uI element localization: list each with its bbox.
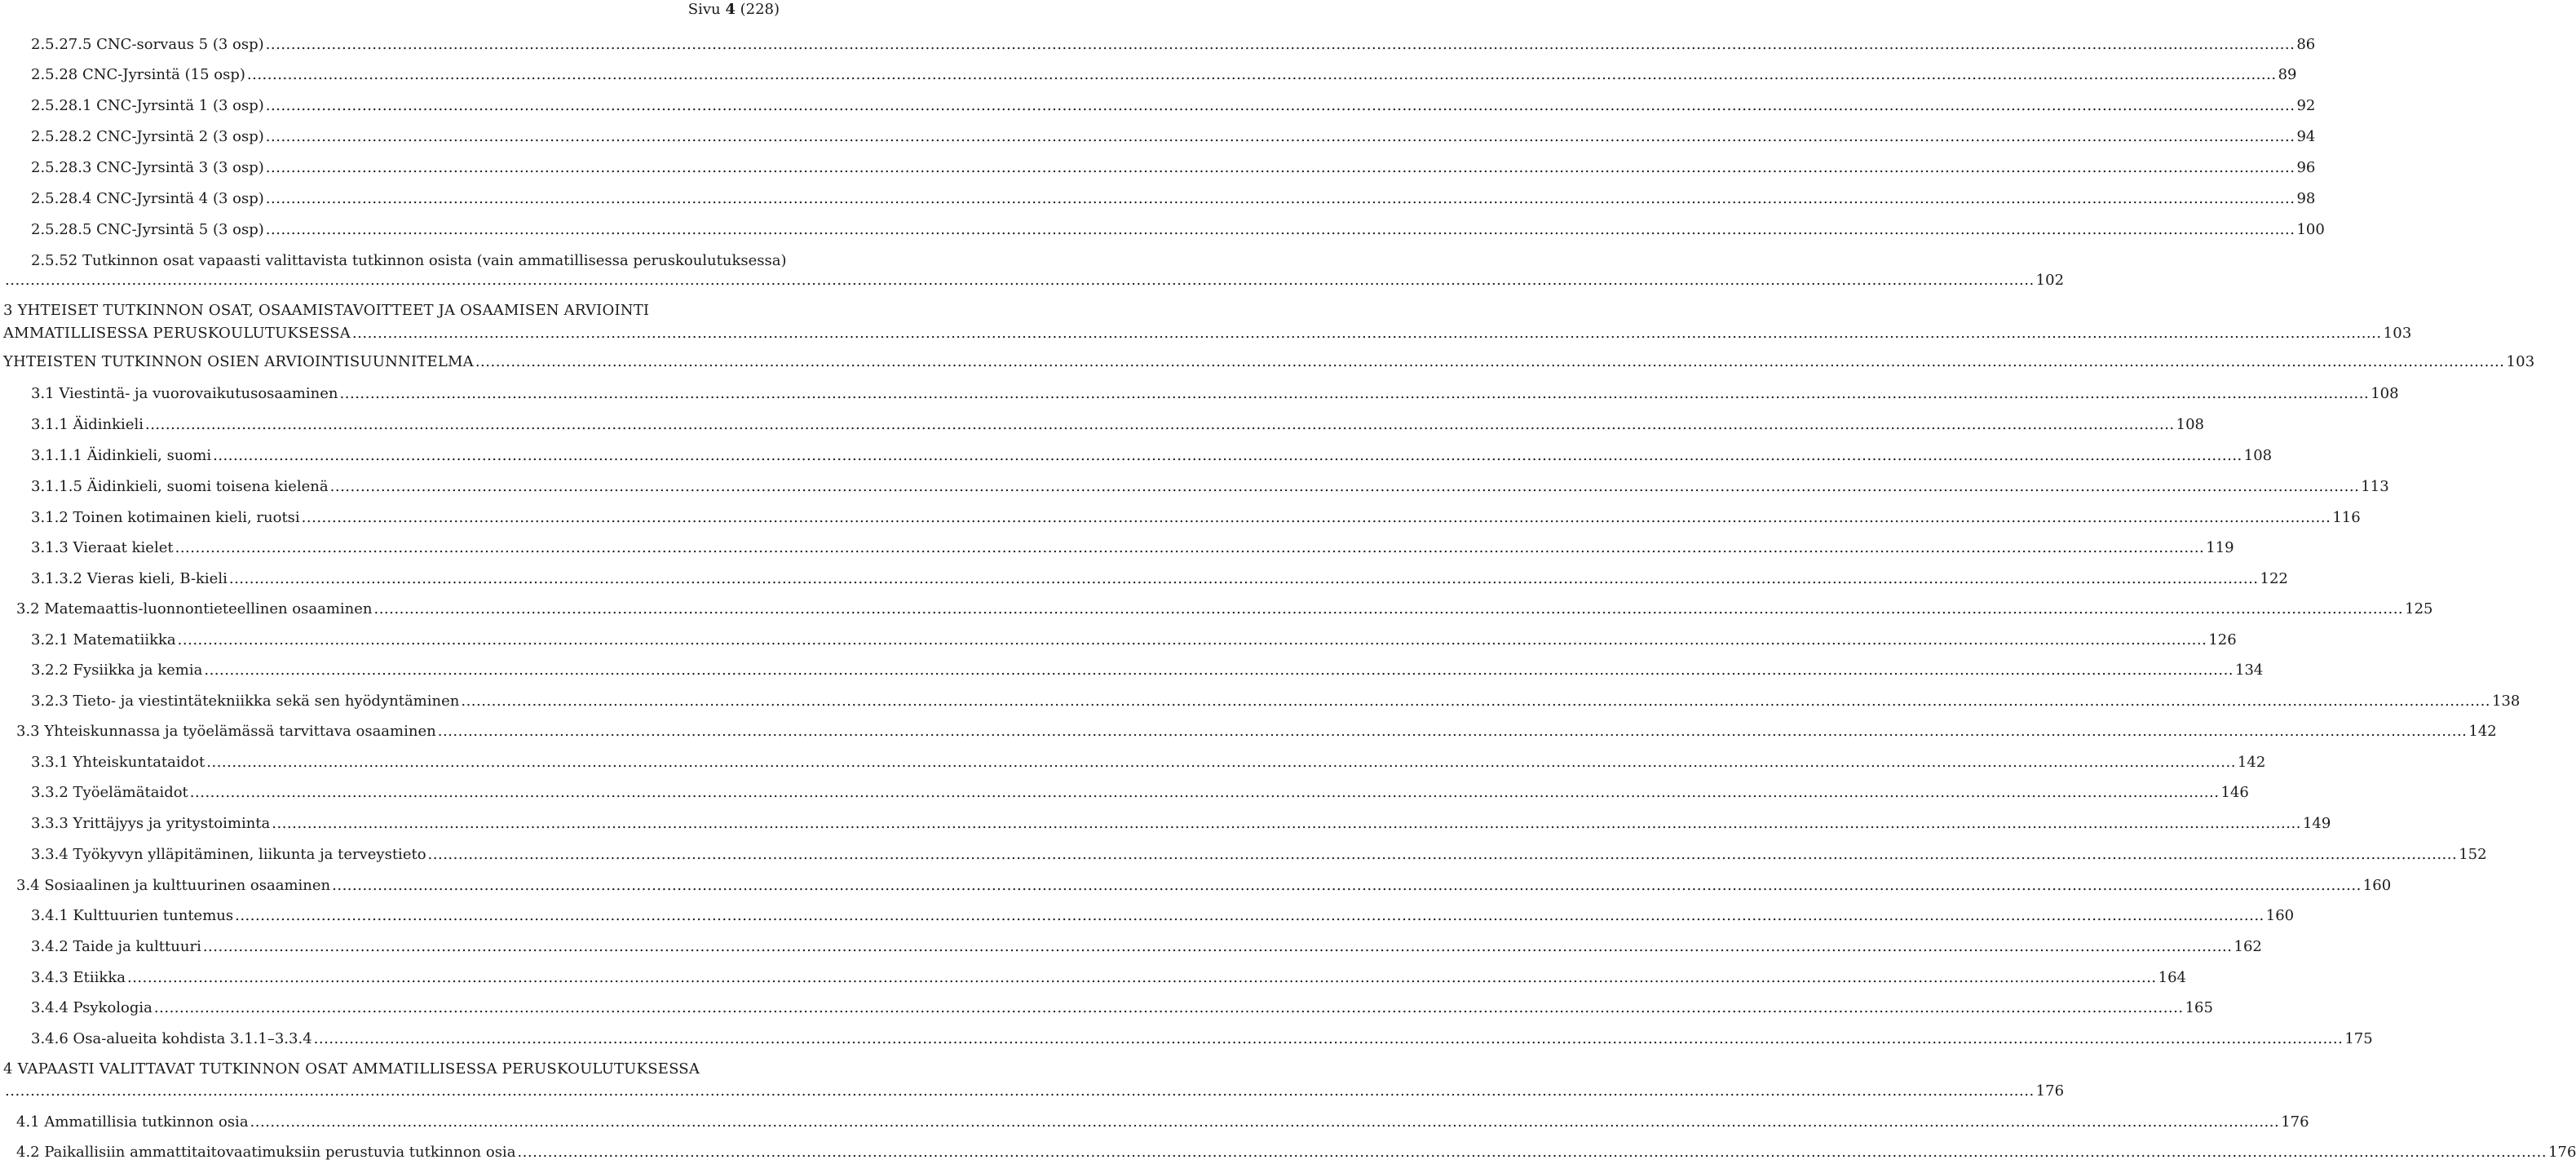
toc-entry-title: 2.5.28.2 CNC-Jyrsintä 2 (3 osp) [31, 128, 264, 145]
toc-entry-title: YHTEISTEN TUTKINNON OSIEN ARVIOINTISUUNNITELMA [3, 353, 474, 370]
page-header [688, 0, 780, 20]
toc-entry[interactable] [31, 784, 2249, 802]
toc-entry-page-number: 113 [2361, 478, 2389, 495]
toc-entry[interactable] [31, 539, 2234, 557]
toc-dot-leader: ................................................................................................................................................................................................................................................................................................................................................................................................................ [265, 97, 2295, 114]
toc-entry-title: 3.3.1 Yhteiskuntataidot [31, 754, 205, 771]
toc-entry[interactable] [3, 272, 2065, 290]
toc-dot-leader: ................................................................................................................................................................................................................................................................................................................................................................................................................ [475, 353, 2505, 370]
toc-dot-leader: ................................................................................................................................................................................................................................................................................................................................................................................................................ [202, 938, 2233, 955]
toc-entry[interactable] [31, 447, 2273, 465]
toc-entry-title: 3.2.2 Fysiikka ja kemia [31, 662, 203, 679]
toc-entry-title: 2.5.28.3 CNC-Jyrsintä 3 (3 osp) [31, 159, 264, 176]
toc-entry[interactable] [3, 1082, 2065, 1100]
toc-entry-title: 3.1.1 Äidinkieli [31, 416, 144, 433]
toc-entry-title: 2.5.28.5 CNC-Jyrsintä 5 (3 osp) [31, 221, 264, 238]
toc-entry-page-number: 138 [2492, 693, 2521, 710]
toc-entry-page-number: 146 [2220, 784, 2249, 801]
toc-entry-page-number: 165 [2185, 999, 2213, 1016]
toc-entry[interactable] [31, 846, 2487, 864]
toc-entry[interactable] [31, 221, 2325, 239]
toc-entry-page-number: 122 [2260, 570, 2288, 587]
toc-entry[interactable] [31, 754, 2266, 772]
toc-entry[interactable] [16, 1113, 2309, 1131]
toc-entry-page-number: 176 [2281, 1113, 2309, 1131]
toc-entry-title: 3.1.1.5 Äidinkieli, suomi toisena kielenä [31, 478, 329, 495]
toc-dot-leader: ................................................................................................................................................................................................................................................................................................................................................................................................................ [228, 570, 2259, 587]
toc-entry[interactable] [16, 1144, 2576, 1162]
toc-dot-leader: ................................................................................................................................................................................................................................................................................................................................................................................................................ [373, 600, 2404, 617]
toc-entry[interactable] [31, 128, 2316, 146]
toc-entry-title: 3.4 Sosiaalinen ja kulttuurinen osaaminen [16, 877, 331, 894]
toc-entry[interactable] [31, 478, 2389, 496]
toc-dot-leader: ................................................................................................................................................................................................................................................................................................................................................................................................................ [265, 159, 2295, 176]
toc-entry-title: 2.5.28.4 CNC-Jyrsintä 4 (3 osp) [31, 190, 264, 207]
toc-dot-leader: ................................................................................................................................................................................................................................................................................................................................................................................................................ [5, 272, 2035, 289]
toc-entry[interactable] [31, 159, 2316, 177]
toc-dot-leader: ................................................................................................................................................................................................................................................................................................................................................................................................................ [301, 509, 2331, 526]
toc-entry-title: 3.2.1 Matematiikka [31, 631, 176, 648]
toc-dot-leader: ................................................................................................................................................................................................................................................................................................................................................................................................................ [177, 631, 2207, 648]
toc-entry-page-number: 116 [2332, 509, 2361, 526]
toc-dot-leader: ................................................................................................................................................................................................................................................................................................................................................................................................................ [204, 662, 2234, 679]
toc-entry[interactable] [31, 907, 2295, 925]
toc-entry-title: 4.2 Paikallisiin ammattitaitovaatimuksiin perustuvia tutkinnon osia [16, 1144, 516, 1161]
toc-entry[interactable] [31, 97, 2316, 115]
toc-entry-title: 2.5.28.1 CNC-Jyrsintä 1 (3 osp) [31, 97, 264, 114]
toc-entry-page-number: 103 [2506, 353, 2535, 370]
toc-entry-page-number: 89 [2278, 66, 2297, 83]
toc-entry-page-number: 126 [2208, 631, 2237, 648]
toc-entry-page-number: 102 [2035, 272, 2065, 289]
toc-heading-text: 4 VAPAASTI VALITTAVAT TUTKINNON OSAT AMMATILLISESSA PERUSKOULUTUKSESSA [3, 1060, 700, 1078]
toc-dot-leader: ................................................................................................................................................................................................................................................................................................................................................................................................................ [175, 539, 2205, 556]
toc-heading-text: 3 YHTEISET TUTKINNON OSAT, OSAAMISTAVOITTEET JA OSAAMISEN ARVIOINTI [3, 302, 650, 319]
toc-dot-leader: ................................................................................................................................................................................................................................................................................................................................................................................................................ [437, 723, 2468, 740]
toc-entry-page-number: 176 [2035, 1082, 2065, 1100]
toc-dot-leader: ................................................................................................................................................................................................................................................................................................................................................................................................................ [206, 754, 2236, 771]
toc-dot-leader: ................................................................................................................................................................................................................................................................................................................................................................................................................ [351, 325, 2382, 342]
toc-entry[interactable] [3, 353, 2535, 371]
toc-dot-leader: ................................................................................................................................................................................................................................................................................................................................................................................................................ [153, 999, 2184, 1016]
toc-entry[interactable] [16, 600, 2433, 618]
toc-entry-page-number: 103 [2383, 325, 2412, 342]
toc-entry-page-number: 162 [2234, 938, 2262, 955]
toc-entry[interactable] [31, 631, 2237, 649]
toc-entry-title: 3.4.2 Taide ja kulttuuri [31, 938, 201, 955]
toc-entry[interactable] [31, 1030, 2373, 1048]
toc-entry-page-number: 175 [2344, 1030, 2373, 1047]
toc-entry-title: 4.1 Ammatillisia tutkinnon osia [16, 1113, 249, 1131]
toc-entry-page-number: 134 [2235, 662, 2264, 679]
toc-entry[interactable] [31, 36, 2316, 54]
toc-entry-page-number: 160 [2265, 907, 2295, 924]
toc-entry-page-number: 96 [2296, 159, 2316, 176]
toc-entry-title: 3.4.4 Psykologia [31, 999, 152, 1016]
toc-dot-leader: ................................................................................................................................................................................................................................................................................................................................................................................................................ [126, 969, 2157, 986]
toc-entry-page-number: 176 [2548, 1144, 2576, 1161]
toc-dot-leader: ................................................................................................................................................................................................................................................................................................................................................................................................................ [265, 190, 2295, 207]
toc-entry-page-number: 108 [2176, 416, 2205, 433]
toc-entry-title: 3.2 Matemaattis-luonnontieteellinen osaaminen [16, 600, 373, 617]
toc-entry-page-number: 108 [2371, 385, 2399, 402]
toc-entry[interactable] [31, 662, 2264, 679]
toc-dot-leader: ................................................................................................................................................................................................................................................................................................................................................................................................................ [250, 1113, 2280, 1131]
toc-dot-leader: ................................................................................................................................................................................................................................................................................................................................................................................................................ [213, 447, 2242, 464]
toc-dot-leader: ................................................................................................................................................................................................................................................................................................................................................................................................................ [272, 815, 2301, 832]
toc-entry-page-number: 108 [2243, 447, 2273, 464]
toc-entry[interactable] [31, 969, 2186, 987]
toc-entry-title: 2.5.27.5 CNC-sorvaus 5 (3 osp) [31, 36, 264, 53]
toc-entry-page-number: 160 [2362, 877, 2392, 894]
toc-entry-title: 3.4.3 Etiikka [31, 969, 126, 986]
toc-dot-leader: ................................................................................................................................................................................................................................................................................................................................................................................................................ [313, 1030, 2344, 1047]
toc-entry-title: 3.1.1.1 Äidinkieli, suomi [31, 447, 212, 464]
toc-entry-title: 3.1.3 Vieraat kielet [31, 539, 174, 556]
toc-dot-leader: ................................................................................................................................................................................................................................................................................................................................................................................................................ [427, 846, 2458, 863]
toc-entry[interactable] [31, 999, 2213, 1017]
header-total-pages: (228) [740, 1, 780, 18]
toc-entry[interactable] [31, 509, 2361, 527]
toc-entry-page-number: 142 [2468, 723, 2497, 740]
toc-entry[interactable] [31, 693, 2521, 710]
toc-entry[interactable] [3, 325, 2412, 343]
toc-entry-title: 3.1 Viestintä- ja vuorovaikutusosaaminen [31, 385, 338, 402]
toc-dot-leader: ................................................................................................................................................................................................................................................................................................................................................................................................................ [329, 478, 2360, 495]
toc-entry-title: AMMATILLISESSA PERUSKOULUTUKSESSA [3, 325, 351, 342]
toc-dot-leader: ................................................................................................................................................................................................................................................................................................................................................................................................................ [265, 221, 2295, 238]
toc-entry[interactable] [31, 570, 2288, 588]
toc-heading-text: 2.5.52 Tutkinnon osat vapaasti valittavista tutkinnon osista (vain ammatillisessa peruskoulutuksessa) [31, 252, 787, 269]
toc-dot-leader: ................................................................................................................................................................................................................................................................................................................................................................................................................ [461, 693, 2491, 710]
toc-dot-leader: ................................................................................................................................................................................................................................................................................................................................................................................................................ [189, 784, 2220, 801]
toc-entry-page-number: 164 [2158, 969, 2186, 986]
toc-entry-title: 3.1.3.2 Vieras kieli, B-kieli [31, 570, 228, 587]
toc-entry[interactable] [31, 190, 2316, 208]
toc-entry-page-number: 152 [2459, 846, 2487, 863]
toc-entry[interactable] [16, 723, 2497, 741]
toc-dot-leader: ................................................................................................................................................................................................................................................................................................................................................................................................................ [265, 128, 2295, 145]
toc-dot-leader: ................................................................................................................................................................................................................................................................................................................................................................................................................ [339, 385, 2370, 402]
toc-entry-title: 3.1.2 Toinen kotimainen kieli, ruotsi [31, 509, 300, 526]
toc-entry-page-number: 119 [2206, 539, 2234, 556]
toc-entry[interactable] [31, 815, 2331, 833]
toc-entry[interactable] [31, 416, 2205, 434]
toc-dot-leader: ................................................................................................................................................................................................................................................................................................................................................................................................................ [517, 1144, 2547, 1161]
toc-entry-title: 3.3 Yhteiskunnassa ja työelämässä tarvittava osaaminen [16, 723, 436, 740]
header-prefix: Sivu [687, 1, 726, 18]
toc-entry-title: 3.3.3 Yrittäjyys ja yritystoiminta [31, 815, 271, 832]
toc-entry[interactable] [31, 66, 2297, 84]
toc-entry-page-number: 100 [2296, 221, 2325, 238]
toc-entry-title: 3.3.2 Työelämätaidot [31, 784, 188, 801]
toc-entry-page-number: 94 [2296, 128, 2316, 145]
toc-dot-leader: ................................................................................................................................................................................................................................................................................................................................................................................................................ [235, 907, 2264, 924]
toc-entry-title: 3.3.4 Työkyvyn ylläpitäminen, liikunta ja terveystieto [31, 846, 426, 863]
header-page-number: 4 [725, 1, 736, 18]
toc-dot-leader: ................................................................................................................................................................................................................................................................................................................................................................................................................ [332, 877, 2362, 894]
toc-entry[interactable] [16, 877, 2392, 895]
toc-entry[interactable] [31, 385, 2399, 403]
toc-entry-page-number: 149 [2302, 815, 2331, 832]
toc-entry-title: 2.5.28 CNC-Jyrsintä (15 osp) [31, 66, 245, 83]
toc-entry-title: 3.4.6 Osa-alueita kohdista 3.1.1–3.3.4 [31, 1030, 312, 1047]
toc-dot-leader: ................................................................................................................................................................................................................................................................................................................................................................................................................ [144, 416, 2175, 433]
toc-entry[interactable] [31, 938, 2262, 956]
toc-entry-page-number: 142 [2237, 754, 2266, 771]
toc-entry-page-number: 86 [2296, 36, 2316, 53]
toc-entry-page-number: 92 [2296, 97, 2316, 114]
toc-dot-leader: ................................................................................................................................................................................................................................................................................................................................................................................................................ [5, 1082, 2035, 1100]
toc-dot-leader: ................................................................................................................................................................................................................................................................................................................................................................................................................ [265, 36, 2295, 53]
toc-entry-page-number: 98 [2296, 190, 2316, 207]
toc-entry-page-number: 125 [2405, 600, 2433, 617]
toc-dot-leader: ................................................................................................................................................................................................................................................................................................................................................................................................................ [246, 66, 2277, 83]
toc-entry-title: 3.4.1 Kulttuurien tuntemus [31, 907, 234, 924]
toc-entry-title: 3.2.3 Tieto- ja viestintätekniikka sekä sen hyödyntäminen [31, 693, 460, 710]
